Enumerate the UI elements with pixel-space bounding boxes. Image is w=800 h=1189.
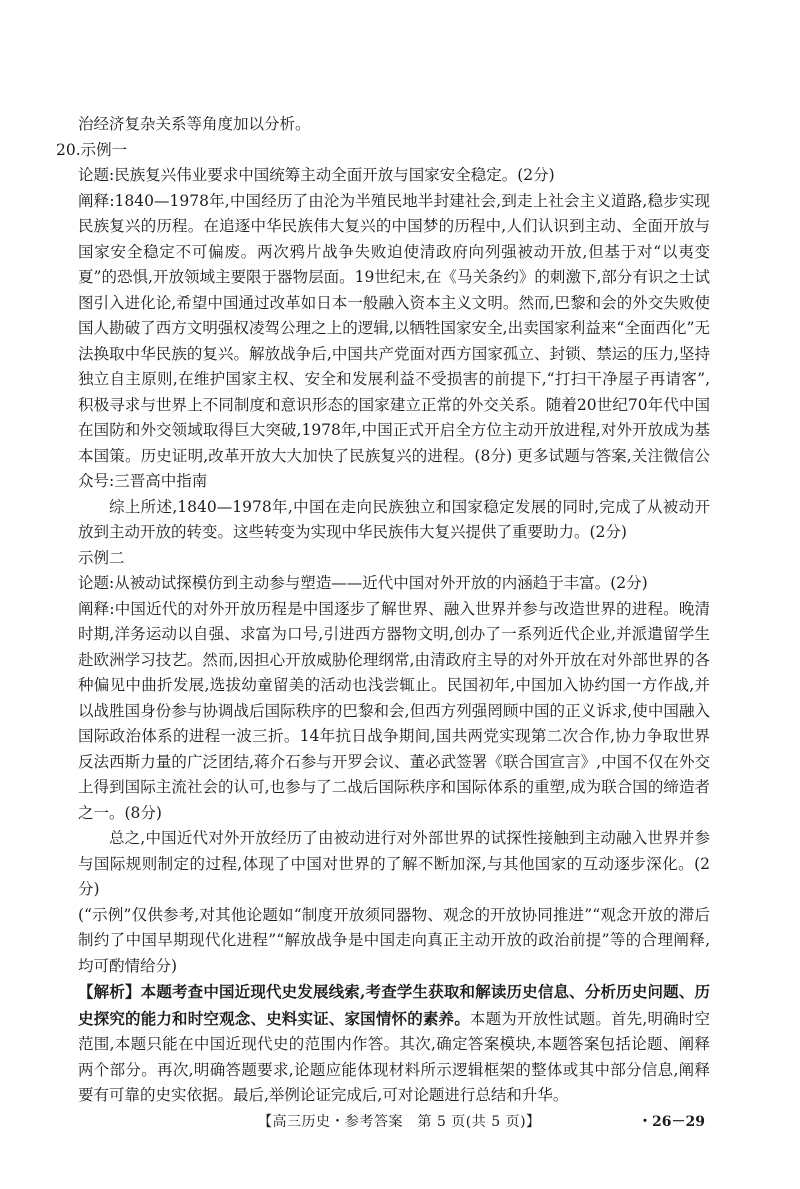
scoring-note: (“示例”仅供参考,对其他论题如“制度开放须同器物、观念的开放协同推进”“观念开放的滞后制约了中国早期现代化进程”“解放战争是中国走向真正主动开放的政治前提”等的合理阐释,均可酌情给分) [78,905,710,975]
example-one-explanation: 阐释:1840—1978年,中国经历了由沦为半殖民地半封建社会,到走上社会主义道路,稳步实现民族复兴的历程。在追逐中华民族伟大复兴的中国梦的历程中,人们认识到主动、全面开放与国家安全稳定不可偏废。两次鸦片战争失败迫使清政府向列强被动开放,但基于对“以夷变夏”的恐惧,开放领域主要限于器物层面。19世纪末,在《马关条约》的刺激下,部分有识之士试图引入进化论,希望中国通过改革如日本一般融入资本主义文明。然而,巴黎和会的外交失败使国人勘破了西方文明强权凌驾公理之上的逻辑,以牺牲国家安全,出卖国家利益来“全面西化”无法换取中华民族的复兴。解放战争后,中国共产党面对西方国家孤立、封锁、禁运的压力,坚持独立自主原则,在维护国家主权、安全和发展利益不受损害的前提下,“打扫干净屋子再请客”,积极寻求与世界上不同制度和意识形态的国家建立正常的外交关系。随着20世纪70年代中国在国防和外交领域取得巨大突破,1978年,中国正式开启全方位主动开放进程,对外开放成为基本国策。历史证明,改革开放大大加快了民族复兴的进程。(8分) 更多试题与答案,关注微信公众号:三晋高中指南 [78,191,710,490]
example-two-thesis: 论题:从被动试探模仿到主动参与塑造——近代中国对外开放的内涵趋于丰富。(2分) [78,574,648,592]
analysis-rest-text: 本题为开放性试题。首先,明确时空范围,本题只能在中国近现代史的范围内作答。其次,确定答案模块,本题答案包括论题、阐释两个部分。再次,明确答题要求,论题应能体现材料所示逻辑框架的整体或其中部分信息,阐释要有可靠的史实依据。最后,举例论证完成后,可对论题进行总结和升华。 [78,1009,710,1104]
question-20-header [56,138,710,164]
analysis-tag: 【解析】 [78,982,141,1001]
example-two-explanation: 阐释:中国近代的对外开放历程是中国逐步了解世界、融入世界并参与改造世界的进程。晚清时期,洋务运动以自强、求富为口号,引进西方器物文明,创办了一系列近代企业,并派遣留学生赴欧洲学习技艺。然而,因担心开放威胁伦理纲常,由清政府主导的对外开放在对外部世界的各种偏见中曲折发展,选拔幼童留美的活动也浅尝辄止。民国初年,中国加入协约国一方作战,并以战胜国身份参与协调战后国际秩序的巴黎和会,但西方列强罔顾中国的正义诉求,使中国融入国际政治体系的进程一波三折。14年抗日战争期间,国共两党实现第二次合作,协力争取世界反法西斯力量的广泛团结,蒋介石参与开罗会议、董必武签署《联合国宣言》,中国不仅在外交上得到国际主流社会的认可,也参与了二战后国际秩序和国际体系的重塑,成为联合国的缔造者之一。(8分) [78,599,710,822]
intro-line: 治经济复杂关系等角度加以分析。 [78,115,311,133]
example-one-thesis: 论题:民族复兴伟业要求中国统筹主动全面开放与国家安全稳定。(2分) [78,166,555,184]
footer-page-label: 【高三历史・参考答案 第 5 页(共 5 页)】 [258,1114,541,1130]
example-two-title: 示例二 [78,548,125,567]
analysis-paragraph [78,979,710,1109]
footer-code: ・26－29 [638,1114,705,1130]
example-one-title: 示例一 [80,140,128,159]
analysis-bold-text: 本题考查中国近现代史发展线索,考查学生获取和解读历史信息、分析历史问题、历史探究的能力和时空观念、史料实证、家国情怀的素养。 [78,982,710,1028]
answer-page [56,112,710,1109]
example-one-conclusion: 综上所述,1840—1978年,中国在走向民族独立和国家稳定发展的同时,完成了从被动开放到主动开放的转变。这些转变为实现中华民族伟大复兴提供了重要助力。(2分) [78,497,710,541]
example-two-conclusion: 总之,中国近代对外开放经历了由被动进行对外部世界的试探性接触到主动融入世界并参与国际规则制定的过程,体现了中国对世界的了解不断加深,与其他国家的互动逐步深化。(2分) [78,829,710,898]
question-number: 20. [56,140,81,159]
